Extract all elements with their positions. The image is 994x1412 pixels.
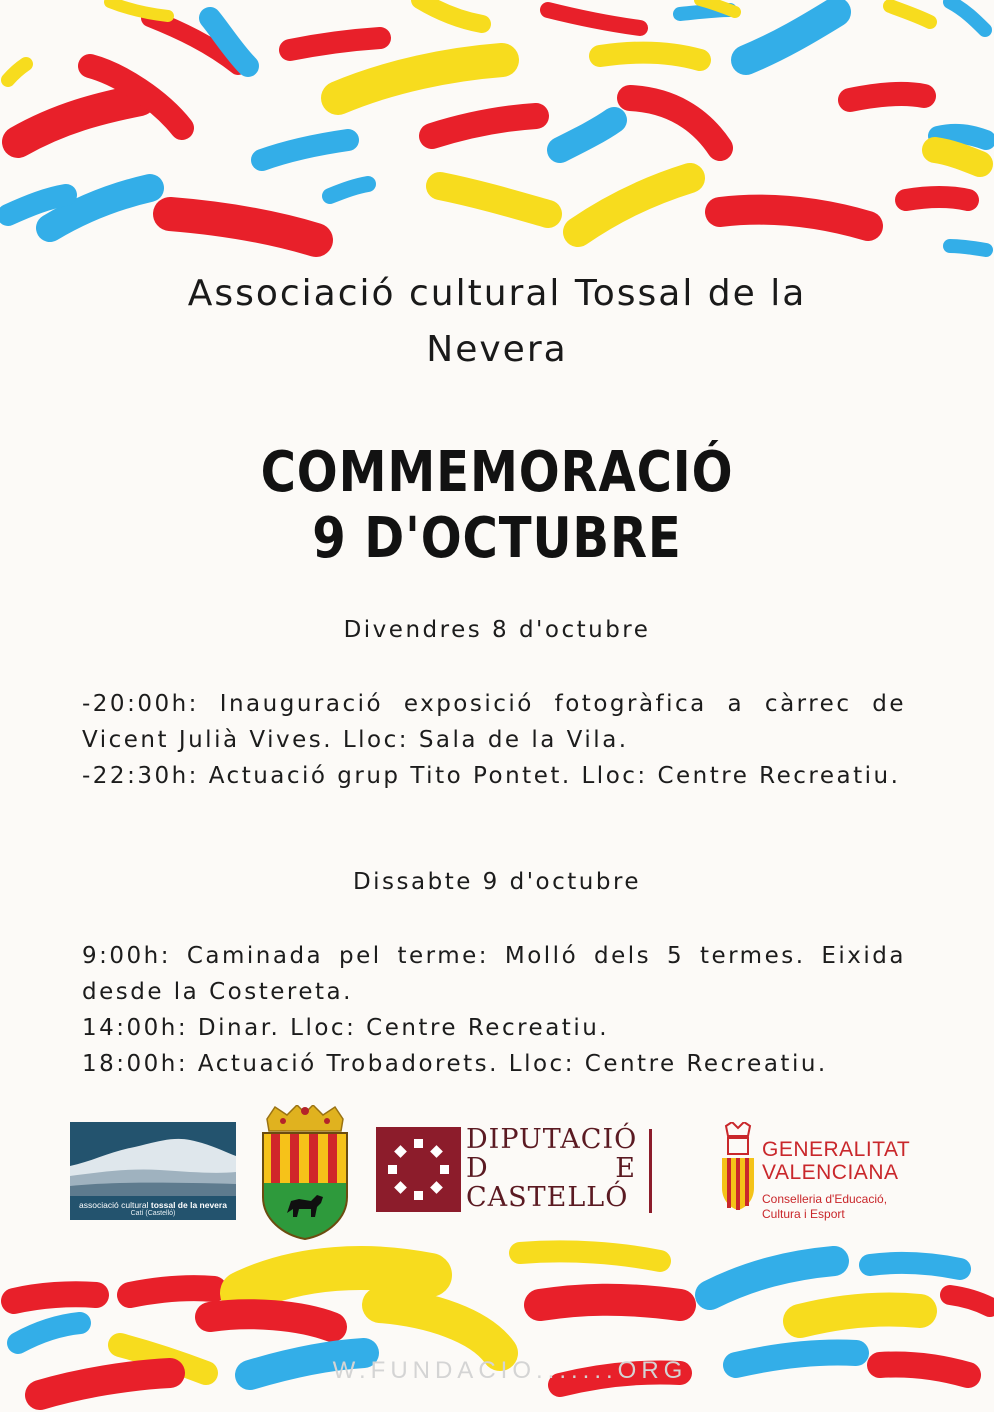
generalitat-name-line1: GENERALITAT (762, 1138, 911, 1161)
tossal-logo-caption-prefix: associació cultural (79, 1200, 149, 1210)
footer-watermark: W.FUNDACIO.......ORG (332, 1357, 688, 1384)
schedule-friday (82, 686, 906, 794)
schedule-item: 14:00h: Dinar. Lloc: Centre Recreatiu. (82, 1015, 610, 1041)
day-heading-friday: Divendres 8 d'octubre (343, 617, 651, 643)
generalitat-name (762, 1138, 910, 1184)
organization-name (97, 266, 897, 378)
event-title (153, 440, 841, 572)
diputacio-line2-left: D (466, 1153, 489, 1184)
organization-name-line1: Associació cultural Tossal de la (187, 273, 807, 314)
diputacio-emblem-icon (376, 1127, 461, 1212)
tossal-logo-caption-bold: tossal de la nevera (150, 1200, 227, 1210)
coat-of-arms-icon (253, 1105, 358, 1240)
diputacio-castello-logo (376, 1125, 658, 1215)
event-title-line1: COMMEMORACIÓ (260, 440, 734, 505)
top-brush-strokes-decoration (0, 0, 994, 270)
day-heading-saturday: Dissabte 9 d'octubre (352, 869, 642, 895)
bottom-brush-strokes-decoration (0, 1235, 994, 1412)
tossal-de-la-nevera-logo (70, 1122, 236, 1220)
diputacio-wordmark (466, 1125, 646, 1212)
diputacio-line2-right: E (615, 1153, 636, 1184)
tossal-logo-place: Catí (Castelló) (130, 1210, 176, 1217)
generalitat-name-line2: VALENCIANA (762, 1161, 899, 1184)
conselleria-name (762, 1192, 887, 1222)
event-title-line2: 9 D'OCTUBRE (312, 506, 682, 571)
diputacio-line3: CASTELLÓ (466, 1182, 629, 1213)
diputacio-line1: DIPUTACIÓ (466, 1124, 638, 1155)
generalitat-emblem-icon (718, 1122, 758, 1212)
schedule-item: 18:00h: Actuació Trobadorets. Lloc: Centre Recreatiu. (82, 1051, 828, 1077)
generalitat-valenciana-logo (716, 1118, 921, 1222)
schedule-item: -20:00h: Inauguració exposició fotogràfica a càrrec de Vicent Julià Vives. Lloc: Sala de la Vila. (82, 691, 906, 753)
tossal-logo-caption (70, 1200, 236, 1210)
conselleria-line2: Cultura i Esport (762, 1207, 845, 1221)
schedule-saturday (82, 938, 906, 1082)
schedule-item: -22:30h: Actuació grup Tito Pontet. Lloc: Centre Recreatiu. (82, 763, 901, 789)
organization-name-line2: Nevera (426, 329, 568, 370)
diputacio-line2 (466, 1154, 636, 1183)
diputacio-divider (649, 1129, 652, 1213)
mountain-icon (70, 1122, 236, 1196)
conselleria-line1: Conselleria d'Educació, (762, 1192, 888, 1206)
schedule-item: 9:00h: Caminada pel terme: Molló dels 5 termes. Eixida desde la Costereta. (82, 943, 906, 1005)
